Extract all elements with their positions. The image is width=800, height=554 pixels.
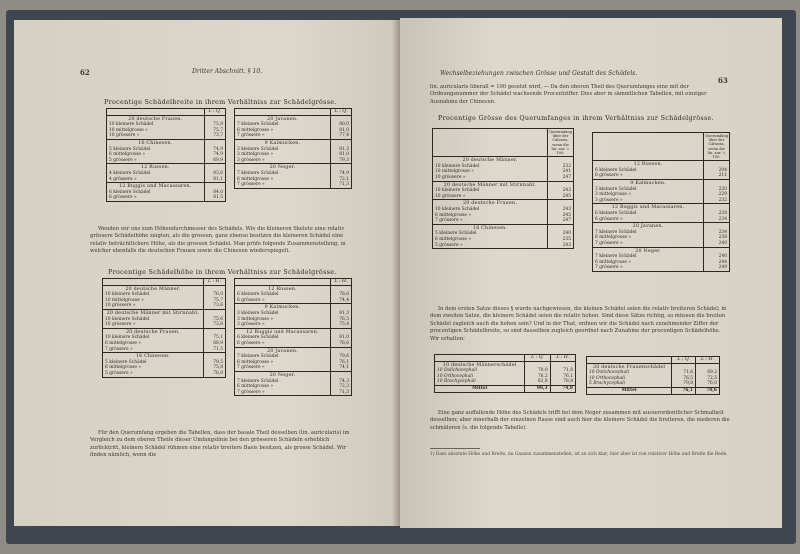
row-value: 245: [548, 213, 574, 219]
row-label: 10 Dolichocephali: [589, 370, 630, 376]
row-value: 76,5: [672, 376, 696, 382]
row-label: 6 kleinere Schädel: [595, 167, 637, 173]
running-head: Wechselbeziehungen zwischen Grösse und Gestalt des Schädels.: [440, 70, 638, 77]
row-label: 5 Brachycephali: [589, 381, 626, 387]
row-value: 232: [704, 198, 730, 204]
row-value: 234: [704, 230, 730, 236]
row-value: 75,8: [203, 365, 225, 371]
row-value: 71,8: [550, 368, 575, 374]
row-label: 5 grössere »: [435, 242, 463, 248]
group-title: 16 Chinesen.: [107, 139, 205, 146]
footnote-rule: [430, 448, 480, 449]
group-title-spacer: [204, 139, 225, 146]
table-row: [593, 265, 730, 271]
row-label: 3 grössere »: [237, 157, 265, 163]
row-label: 10 grössere »: [435, 193, 466, 199]
table-row: [103, 371, 226, 377]
row-value: 75,6: [203, 317, 225, 323]
hoehe-table-left: [102, 278, 226, 378]
group-title: 12 Buggis und Macassaren.: [593, 204, 704, 211]
row-value: 70,0: [525, 368, 550, 374]
row-value: 76,1: [330, 360, 351, 366]
row-label: 5 grössere »: [105, 370, 133, 376]
row-label: 10 kleinere Schädel: [105, 316, 150, 322]
row-label: 7 kleinere Schädel: [237, 122, 279, 128]
row-value: 81,1: [204, 177, 225, 183]
row-label: 7 kleinere Schädel: [237, 170, 279, 176]
mittel-label: Mittel: [435, 385, 525, 392]
running-head: Dritter Abschnitt. § 10.: [192, 68, 263, 75]
row-label: 6 mittelgrosse »: [237, 359, 274, 365]
row-value: 81,0: [330, 128, 351, 134]
page-number: 63: [718, 76, 728, 85]
group-title: 20 deutsche Frauen.: [433, 200, 548, 207]
row-label: 6 kleinere Schädel: [109, 189, 151, 195]
group-title: 16 Chinesen.: [103, 353, 204, 360]
group-title-spacer: [672, 363, 696, 370]
row-label: 7 kleinere Schädel: [595, 229, 637, 235]
row-value: 76,5: [330, 317, 351, 323]
row-value: 71,3: [330, 390, 351, 396]
row-label: 6 mittelgrosse »: [237, 384, 274, 390]
row-value: 240: [548, 231, 574, 237]
row-value: 76,0: [203, 371, 225, 377]
group-title-spacer: [330, 304, 351, 311]
hoehe-table-right: [234, 278, 352, 396]
row-value: 74,4: [330, 298, 351, 304]
row-label: 6 grössere »: [237, 340, 265, 346]
row-value: 245: [548, 194, 574, 200]
row-value: 81,0: [330, 335, 351, 341]
dolicho-table-women: [586, 356, 720, 395]
group-title-spacer: [203, 328, 225, 335]
row-label: 5 grössere »: [109, 157, 137, 163]
row-value: 249: [704, 265, 730, 271]
group-title: 20 Neger.: [235, 371, 331, 378]
breite-table-right: [234, 108, 352, 189]
row-value: 75,7: [203, 298, 225, 304]
row-value: 74,9: [330, 171, 351, 177]
group-title-spacer: [330, 164, 351, 171]
row-label: 6 kleinere Schädel: [237, 292, 279, 298]
row-label: 10 Brachycephali: [437, 379, 476, 385]
group-title-spacer: [330, 328, 351, 335]
row-label: 3 grössere »: [595, 197, 623, 203]
row-label: 10 grössere »: [105, 303, 136, 309]
row-value: 84,0: [204, 190, 225, 196]
group-title-spacer: [548, 224, 574, 231]
row-value: 82,8: [525, 379, 550, 385]
group-title-spacer: [203, 285, 225, 292]
table-row: [235, 390, 352, 396]
row-label: 7 grössere »: [237, 365, 265, 371]
row-label: 10 grössere »: [435, 175, 466, 180]
row-value: 69,2: [696, 370, 720, 376]
mittel-row: [587, 387, 720, 394]
group-title-spacer: [704, 204, 730, 211]
row-label: 6 grössere »: [237, 297, 265, 303]
row-label: 7 kleinere Schädel: [237, 354, 279, 360]
group-title: 20 deutsche Männer.: [125, 286, 181, 292]
row-label: 10 Orthocephali: [437, 373, 474, 379]
group-title: 9 Kalmucken.: [235, 304, 331, 311]
row-label: 6 mittelgrosse »: [237, 127, 274, 133]
row-label: 10 kleinere Schädel: [435, 163, 480, 169]
row-value: 74,1: [330, 365, 351, 371]
row-value: 220: [704, 187, 730, 193]
row-value: 75,1: [203, 335, 225, 341]
table-header-blank: [587, 357, 672, 364]
table-column-header: L : Q.: [204, 109, 225, 116]
group-title: 12 Buggis und Macassaren.: [107, 183, 205, 190]
group-title: 20 Neger.: [235, 164, 331, 171]
group-title-spacer: [548, 181, 574, 188]
group-title-spacer: [550, 361, 575, 368]
row-label: 10 mittelgrosse »: [105, 297, 144, 303]
row-label: 6 mittelgrosse »: [105, 365, 142, 371]
row-label: 7 grössere »: [237, 133, 265, 139]
mittel-value: 70,6: [696, 387, 720, 394]
group-title: 12 Buggis und Macassaren.: [235, 328, 331, 335]
row-value: 76,6: [330, 341, 351, 347]
paragraph-hoehe-intro: Wenden wir uns zum Höhendurchmesser des Schädels. Wie die kleineren Skelete eine relativ grössere Schädelhöhe zeigten, als die grossen, ganz ebenso besitzen die kleineren Schädel eine relativ beträchtlichere Höhe, als die grossen Schädel. Man prüfe folgende Zusammenstellung, in welcher ebenfalls die deutschen Frauen sowie die Chinesen wiederspiegelt.: [90, 226, 346, 255]
row-value: 72,5: [696, 376, 720, 382]
table-column-header: L : H.: [696, 357, 720, 364]
group-title: 20 deutsche Frauen.: [128, 116, 183, 122]
group-title-spacer: [704, 247, 730, 254]
table-row: [235, 182, 352, 188]
group-title-spacer: [704, 223, 730, 230]
group-title: 12 Russen.: [633, 162, 663, 168]
row-value: 81,5: [204, 195, 225, 201]
row-value: 74,9: [204, 147, 225, 153]
group-title: 20 Javanen.: [235, 347, 331, 354]
row-label: 6 mittelgrosse »: [435, 236, 472, 242]
row-label: 10 kleinere Schädel: [435, 188, 480, 194]
row-label: 10 Dolichocephali: [437, 368, 478, 374]
table-column-header: L : H.: [203, 279, 225, 286]
group-title: 20 deutsche Frauen.: [103, 328, 204, 335]
row-value: 76,1: [550, 374, 575, 380]
row-label: 7 grössere »: [595, 240, 623, 246]
row-value: 74,3: [330, 379, 351, 385]
footnote: 1) Dass absolute Höhe und Breite, im Ganzen zusammenstellen, ist an sich klar; hier aber ist von relativer Höhe und Breite die Rede.: [430, 452, 728, 457]
hoehe-table-title: Procentige Schädelhöhe in ihrem Verhältniss zur Schädelgrösse.: [108, 268, 337, 276]
row-value: 247: [548, 175, 574, 181]
row-label: 7 grössere »: [237, 182, 265, 188]
row-value: 211: [704, 173, 730, 179]
row-label: 6 mittelgrosse »: [109, 152, 146, 158]
row-value: 240: [704, 241, 730, 247]
table-column-header: Querumfang über der Calvaria, wenn die lin. aur. = 100.: [549, 130, 572, 156]
row-value: 243: [548, 207, 574, 213]
row-value: 241: [548, 169, 574, 175]
row-value: 78,8: [550, 379, 575, 385]
row-label: 5 kleinere Schädel: [109, 146, 151, 152]
group-title-spacer: [525, 361, 550, 368]
row-label: 6 grössere »: [595, 216, 623, 222]
mittel-value: 96,3: [525, 385, 550, 392]
row-value: 77,4: [330, 133, 351, 139]
dolicho-table-men: [434, 354, 576, 393]
group-title-spacer: [548, 157, 574, 164]
right-page: [400, 18, 782, 528]
group-title-spacer: [704, 161, 730, 168]
row-value: 76,2: [525, 374, 550, 380]
row-label: 10 kleinere Schädel: [105, 292, 150, 298]
row-value: 74,9: [204, 152, 225, 158]
group-title-spacer: [704, 180, 730, 187]
group-title-spacer: [330, 347, 351, 354]
row-label: 10 mittelgrosse »: [109, 127, 148, 133]
row-value: 69,9: [204, 158, 225, 164]
row-label: 4 kleinere Schädel: [109, 170, 151, 176]
group-title: 20 deutsche Frauenschädel: [592, 364, 666, 370]
row-value: 76,6: [330, 292, 351, 298]
table-column-header: L : H.: [330, 279, 351, 286]
row-label: 7 grössere »: [435, 218, 463, 224]
group-title-spacer: [330, 139, 351, 146]
group-title: 20 Neger.: [593, 247, 704, 254]
row-label: 3 mittelgrosse »: [237, 316, 274, 322]
group-title: 9 Kalmucken.: [235, 139, 331, 146]
group-title-spacer: [204, 115, 225, 122]
group-title-spacer: [696, 363, 720, 370]
row-value: 73,8: [203, 322, 225, 328]
row-label: 3 grössere »: [237, 322, 265, 328]
left-page: [14, 20, 400, 526]
row-label: 5 kleinere Schädel: [105, 359, 147, 365]
row-label: 6 kleinere Schädel: [595, 210, 637, 216]
row-value: 204: [704, 168, 730, 174]
row-value: 71,6: [672, 370, 696, 376]
row-value: 238: [704, 235, 730, 241]
group-title: 12 Russen.: [107, 164, 205, 171]
table-header-blank: [103, 279, 204, 286]
row-value: 72,3: [330, 384, 351, 390]
group-title-spacer: [204, 164, 225, 171]
row-value: 79,3: [330, 158, 351, 164]
row-value: 71,5: [203, 347, 225, 353]
row-label: 10 grössere »: [109, 133, 140, 139]
table-header-blank: [433, 129, 548, 157]
quer-table-title: Procentige Grösse des Querumfanges in ihrem Verhältniss zur Schädelgrösse.: [438, 114, 714, 122]
group-title-spacer: [330, 115, 351, 122]
quer-table-left: [432, 128, 574, 249]
paragraph-breite-hoehe: In dem ersten Satze dieses § wurde nachgewiesen, die kleinen Schädel seien die relativ breiteren Schädel; in dem zweiten Satze, die kleinere Schädel seien die relativ hohen. Sind diese Sätze richtig, so müssen die breiten Schädel zugleich auch die hohen sein? Und in der That, ordnen wir die Schädel nach zunehmender Ziffer der procentigen Schädelbreite, so sind dasselben zugleich geordnet nach Zunahme der procentigen Schädelhöhe. Wir erhalten:: [430, 306, 727, 342]
row-label: 10 Orthocephali: [589, 375, 626, 381]
row-value: 243: [548, 243, 574, 249]
row-value: 243: [548, 188, 574, 194]
row-label: 4 grössere »: [109, 176, 137, 182]
row-label: 10 grössere »: [105, 322, 136, 328]
row-value: 75,8: [204, 122, 225, 128]
row-label: 5 kleinere Schädel: [435, 231, 477, 237]
row-value: 81,0: [330, 152, 351, 158]
row-label: 6 kleinere Schädel: [237, 335, 279, 341]
row-label: 6 mittelgrosse »: [595, 259, 632, 265]
row-label: 3 mittelgrosse »: [237, 152, 274, 158]
group-title: 20 Javanen.: [593, 223, 704, 230]
row-value: 240: [704, 254, 730, 260]
table-column-header: L : H.: [550, 355, 575, 362]
breite-table-left: [106, 108, 226, 202]
quer-table-right: [592, 132, 730, 272]
row-value: 76,0: [203, 292, 225, 298]
row-label: 7 grössere »: [237, 389, 265, 395]
mittel-label: Mittel: [587, 387, 672, 394]
paragraph-auricularis: lin. auricularis überall = 100 gesetzt wird, — Da den oberen Theil des Querumfanges eine mit der Ordnungsnummer der Schädel wachsende Procentziffer. Dies aber in sämmtlichen Tabellen, mit einziger Ausnahme der Chinesen.: [430, 84, 707, 105]
row-value: 244: [704, 260, 730, 266]
row-value: 234: [704, 217, 730, 223]
row-value: 235: [548, 237, 574, 243]
row-label: 3 kleinere Schädel: [595, 186, 637, 192]
row-label: 7 kleinere Schädel: [237, 378, 279, 384]
group-title: 20 deutsche Männer.: [462, 158, 518, 164]
table-header-blank: [435, 355, 525, 362]
row-label: 3 kleinere Schädel: [237, 146, 279, 152]
group-title-spacer: [330, 285, 351, 292]
row-label: 3 mittelgrosse »: [595, 192, 632, 198]
row-label: 6 mittelgrosse »: [105, 340, 142, 346]
group-title-spacer: [203, 353, 225, 360]
row-value: 75,4: [330, 322, 351, 328]
group-title-spacer: [204, 183, 225, 190]
row-value: 232: [548, 164, 574, 170]
group-title: 16 Chinesen.: [433, 224, 548, 231]
group-title: 9 Kalmucken.: [593, 180, 704, 187]
group-title: 20 deutsche Männer mit Stirnnaht.: [103, 309, 204, 316]
row-value: 81,3: [330, 147, 351, 153]
group-title: 10 deutsche Männerschädel: [442, 362, 517, 368]
row-label: 6 grössere »: [595, 173, 623, 179]
group-title-spacer: [203, 309, 225, 316]
row-value: 75,7: [204, 128, 225, 134]
row-value: 79,5: [203, 360, 225, 366]
table-row: [433, 243, 574, 249]
row-label: 6 grössere »: [109, 195, 137, 201]
row-value: 229: [704, 192, 730, 198]
breite-table-title: Procentige Schädelbreite in ihrem Verhältniss zur Schädelgrösse.: [104, 98, 337, 106]
group-title-spacer: [330, 371, 351, 378]
group-title: 12 Russen.: [268, 286, 297, 292]
row-label: 10 kleinere Schädel: [105, 335, 150, 341]
row-label: 7 kleinere Schädel: [595, 254, 637, 260]
table-header-blank: [593, 133, 704, 161]
table-column-header: L : Q.: [672, 357, 696, 364]
row-value: 228: [704, 211, 730, 217]
page-number: 62: [80, 68, 90, 77]
mittel-row: [435, 385, 576, 392]
row-value: 72,1: [330, 177, 351, 183]
row-value: 76,0: [696, 381, 720, 387]
row-label: 10 kleinere Schädel: [435, 206, 480, 212]
row-value: 247: [548, 218, 574, 224]
mittel-value: 74,8: [550, 385, 575, 392]
row-value: 79,6: [330, 354, 351, 360]
mittel-value: 76,1: [672, 387, 696, 394]
group-title-spacer: [548, 200, 574, 207]
table-column-header: Querumfang über der Calvaria, wenn die lin. aur. = 100.: [705, 134, 728, 160]
row-value: 79,8: [672, 381, 696, 387]
paragraph-neger: Eine ganz auffallende Höhe des Schädels trifft bei dem Neger zusammen mit ausserordentlicher Schmalheit desselben; aber innerhalb der einzelnen Rasse sind auch hier die kleinere Schädel die breiteren, die niederen die schmäleren (s. die folgende Tabelle).: [430, 410, 730, 431]
row-value: 83,6: [204, 171, 225, 177]
row-value: 81,3: [330, 311, 351, 317]
paragraph-querumfang: Für den Querumfang ergeben die Tabellen, dass der basale Theil desselben (lin. auricularis) im Vergleich zu dem oberen Theile dieser Umfangslinie bei den grösseren Schädeln erheblich zurücktritt, kleinere Schädel rühmen eine relativ breitere Basis besitzen, als grosse Schädel. Wir finden nämlich, wenn die: [90, 430, 350, 459]
row-label: 7 grössere »: [595, 265, 623, 271]
group-title: 20 deutsche Männer mit Stirnnaht.: [433, 181, 548, 188]
row-value: 73,7: [204, 133, 225, 139]
row-value: 68,9: [203, 341, 225, 347]
group-title: 20 Javanen.: [267, 116, 298, 122]
table-column-header: L : Q.: [525, 355, 550, 362]
table-row: [107, 195, 226, 201]
table-header-blank: [235, 109, 331, 116]
row-label: 10 mittelgrosse »: [435, 169, 474, 175]
table-column-header: L : Q.: [330, 109, 351, 116]
row-label: 10 kleinere Schädel: [109, 122, 154, 128]
row-label: 3 kleinere Schädel: [237, 310, 279, 316]
row-value: 71,3: [330, 182, 351, 188]
table-header-blank: [235, 279, 331, 286]
row-value: 73,6: [203, 303, 225, 309]
row-label: 7 grössere »: [105, 346, 133, 352]
row-value: 80,0: [330, 122, 351, 128]
row-label: 6 mittelgrosse »: [435, 212, 472, 218]
row-label: 6 mittelgrosse »: [595, 235, 632, 241]
table-header-blank: [107, 109, 205, 116]
row-label: 6 mittelgrosse »: [237, 176, 274, 182]
